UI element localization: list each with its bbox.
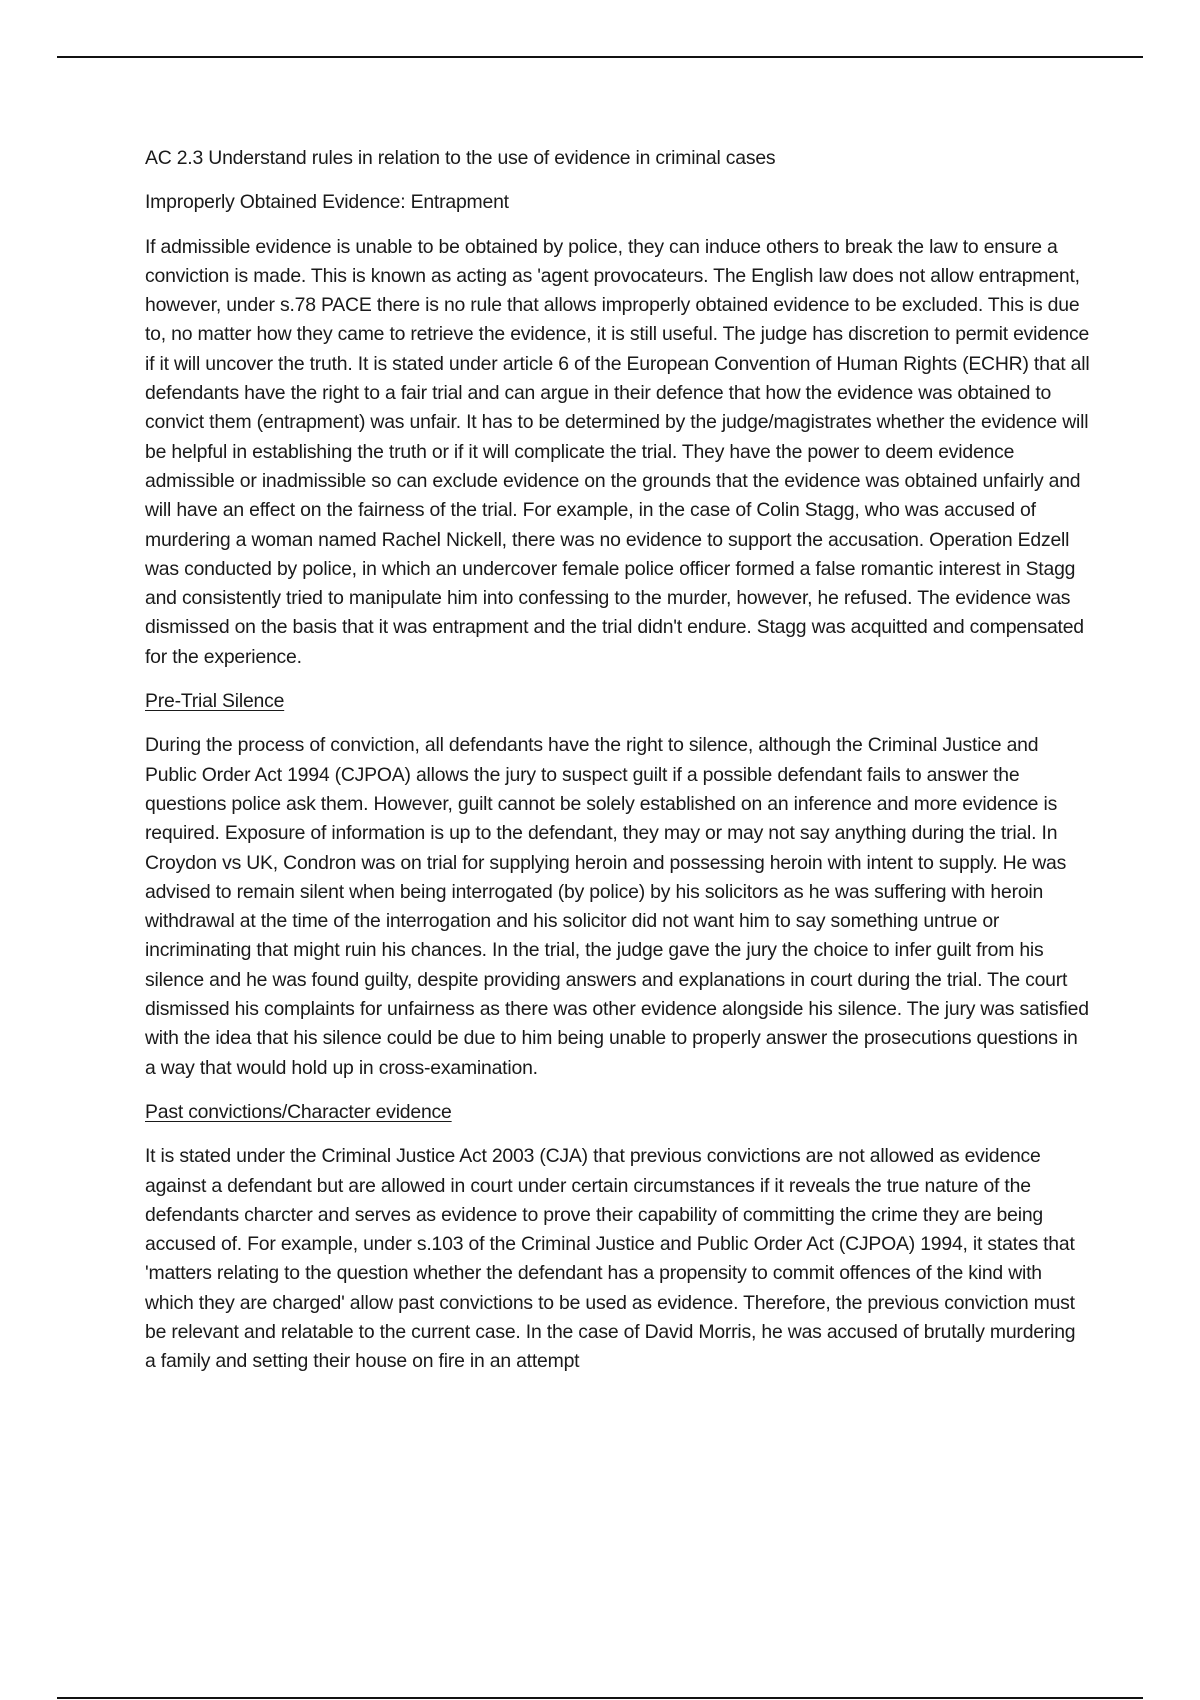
section-title-pre-trial-silence: Pre-Trial Silence (145, 690, 285, 713)
section-body-pre-trial-silence: During the process of conviction, all defendants have the right to silence, although the Criminal Justice and Public Order Act 1994 (CJPOA) allows the jury to suspect guilt if a possible defendant fails to answer the questions police ask them. However, guilt cannot be solely established on an inference and more evidence is required. Exposure of information is up to the defendant, they may or may not say anything during the trial. In Croydon vs UK, Condron was on trial for supplying heroin and possessing heroin with intent to supply. He was advised to remain silent when being interrogated (by police) by his solicitors as he was suffering with heroin withdrawal at the time of the interrogation and his solicitor did not want him to say something untrue or incriminating that might ruin his chances. In the trial, the judge gave the jury the choice to infer guilt from his silence and he was found guilty, despite providing answers and explanations in court during the trial. The court dismissed his complaints for unfairness as there was other evidence alongside his silence. The jury was satisfied with the idea that his silence could be due to him being unable to properly answer the prosecutions questions in a way that would hold up in cross-examination. (145, 734, 1089, 1079)
document-body (145, 144, 1090, 1392)
top-rule (57, 56, 1143, 58)
section-title-entrapment: Improperly Obtained Evidence: Entrapment (145, 191, 509, 214)
section-body-entrapment: If admissible evidence is unable to be obtained by police, they can induce others to break the law to ensure a conviction is made. This is known as acting as 'agent provocateurs. The English law does not allow entrapment, however, under s.78 PACE there is no rule that allows improperly obtained evidence to be excluded. This is due to, no matter how they came to retrieve the evidence, it is still useful. The judge has discretion to permit evidence if it will uncover the truth. It is stated under article 6 of the European Convention of Human Rights (ECHR) that all defendants have the right to a fair trial and can argue in their defence that how the evidence was obtained to convict them (entrapment) was unfair. It has to be determined by the judge/magistrates whether the evidence will be helpful in establishing the truth or if it will complicate the trial. They have the power to deem evidence admissible or inadmissible so can exclude evidence on the grounds that the evidence was obtained unfairly and will have an effect on the fairness of the trial. For example, in the case of Colin Stagg, who was accused of murdering a woman named Rachel Nickell, there was no evidence to support the accusation. Operation Edzell was conducted by police, in which an undercover female police officer formed a false romantic interest in Stagg and consistently tried to manipulate him into confessing to the murder, however, he refused. The evidence was dismissed on the basis that it was entrapment and the trial didn't endure. Stagg was acquitted and compensated for the experience. (145, 235, 1090, 668)
section-title-past-convictions: Past convictions/Character evidence (145, 1100, 452, 1123)
document-heading: AC 2.3 Understand rules in relation to the use of evidence in criminal cases (145, 147, 776, 169)
bottom-rule (57, 1697, 1143, 1699)
section-body-past-convictions: It is stated under the Criminal Justice Act 2003 (CJA) that previous convictions are not allowed as evidence against a defendant but are allowed in court under certain circumstances if it reveals the true nature of the defendants charcter and serves as evidence to prove their capability of committing the crime they are being accused of. For example, under s.103 of the Criminal Justice and Public Order Act (CJPOA) 1994, it states that 'matters relating to the question whether the defendant has a propensity to commit offences of the kind with which they are charged' allow past convictions to be used as evidence. Therefore, the previous conviction must be relevant and relatable to the current case. In the case of David Morris, he was accused of brutally murdering a family and setting their house on fire in an attempt (145, 1145, 1076, 1373)
